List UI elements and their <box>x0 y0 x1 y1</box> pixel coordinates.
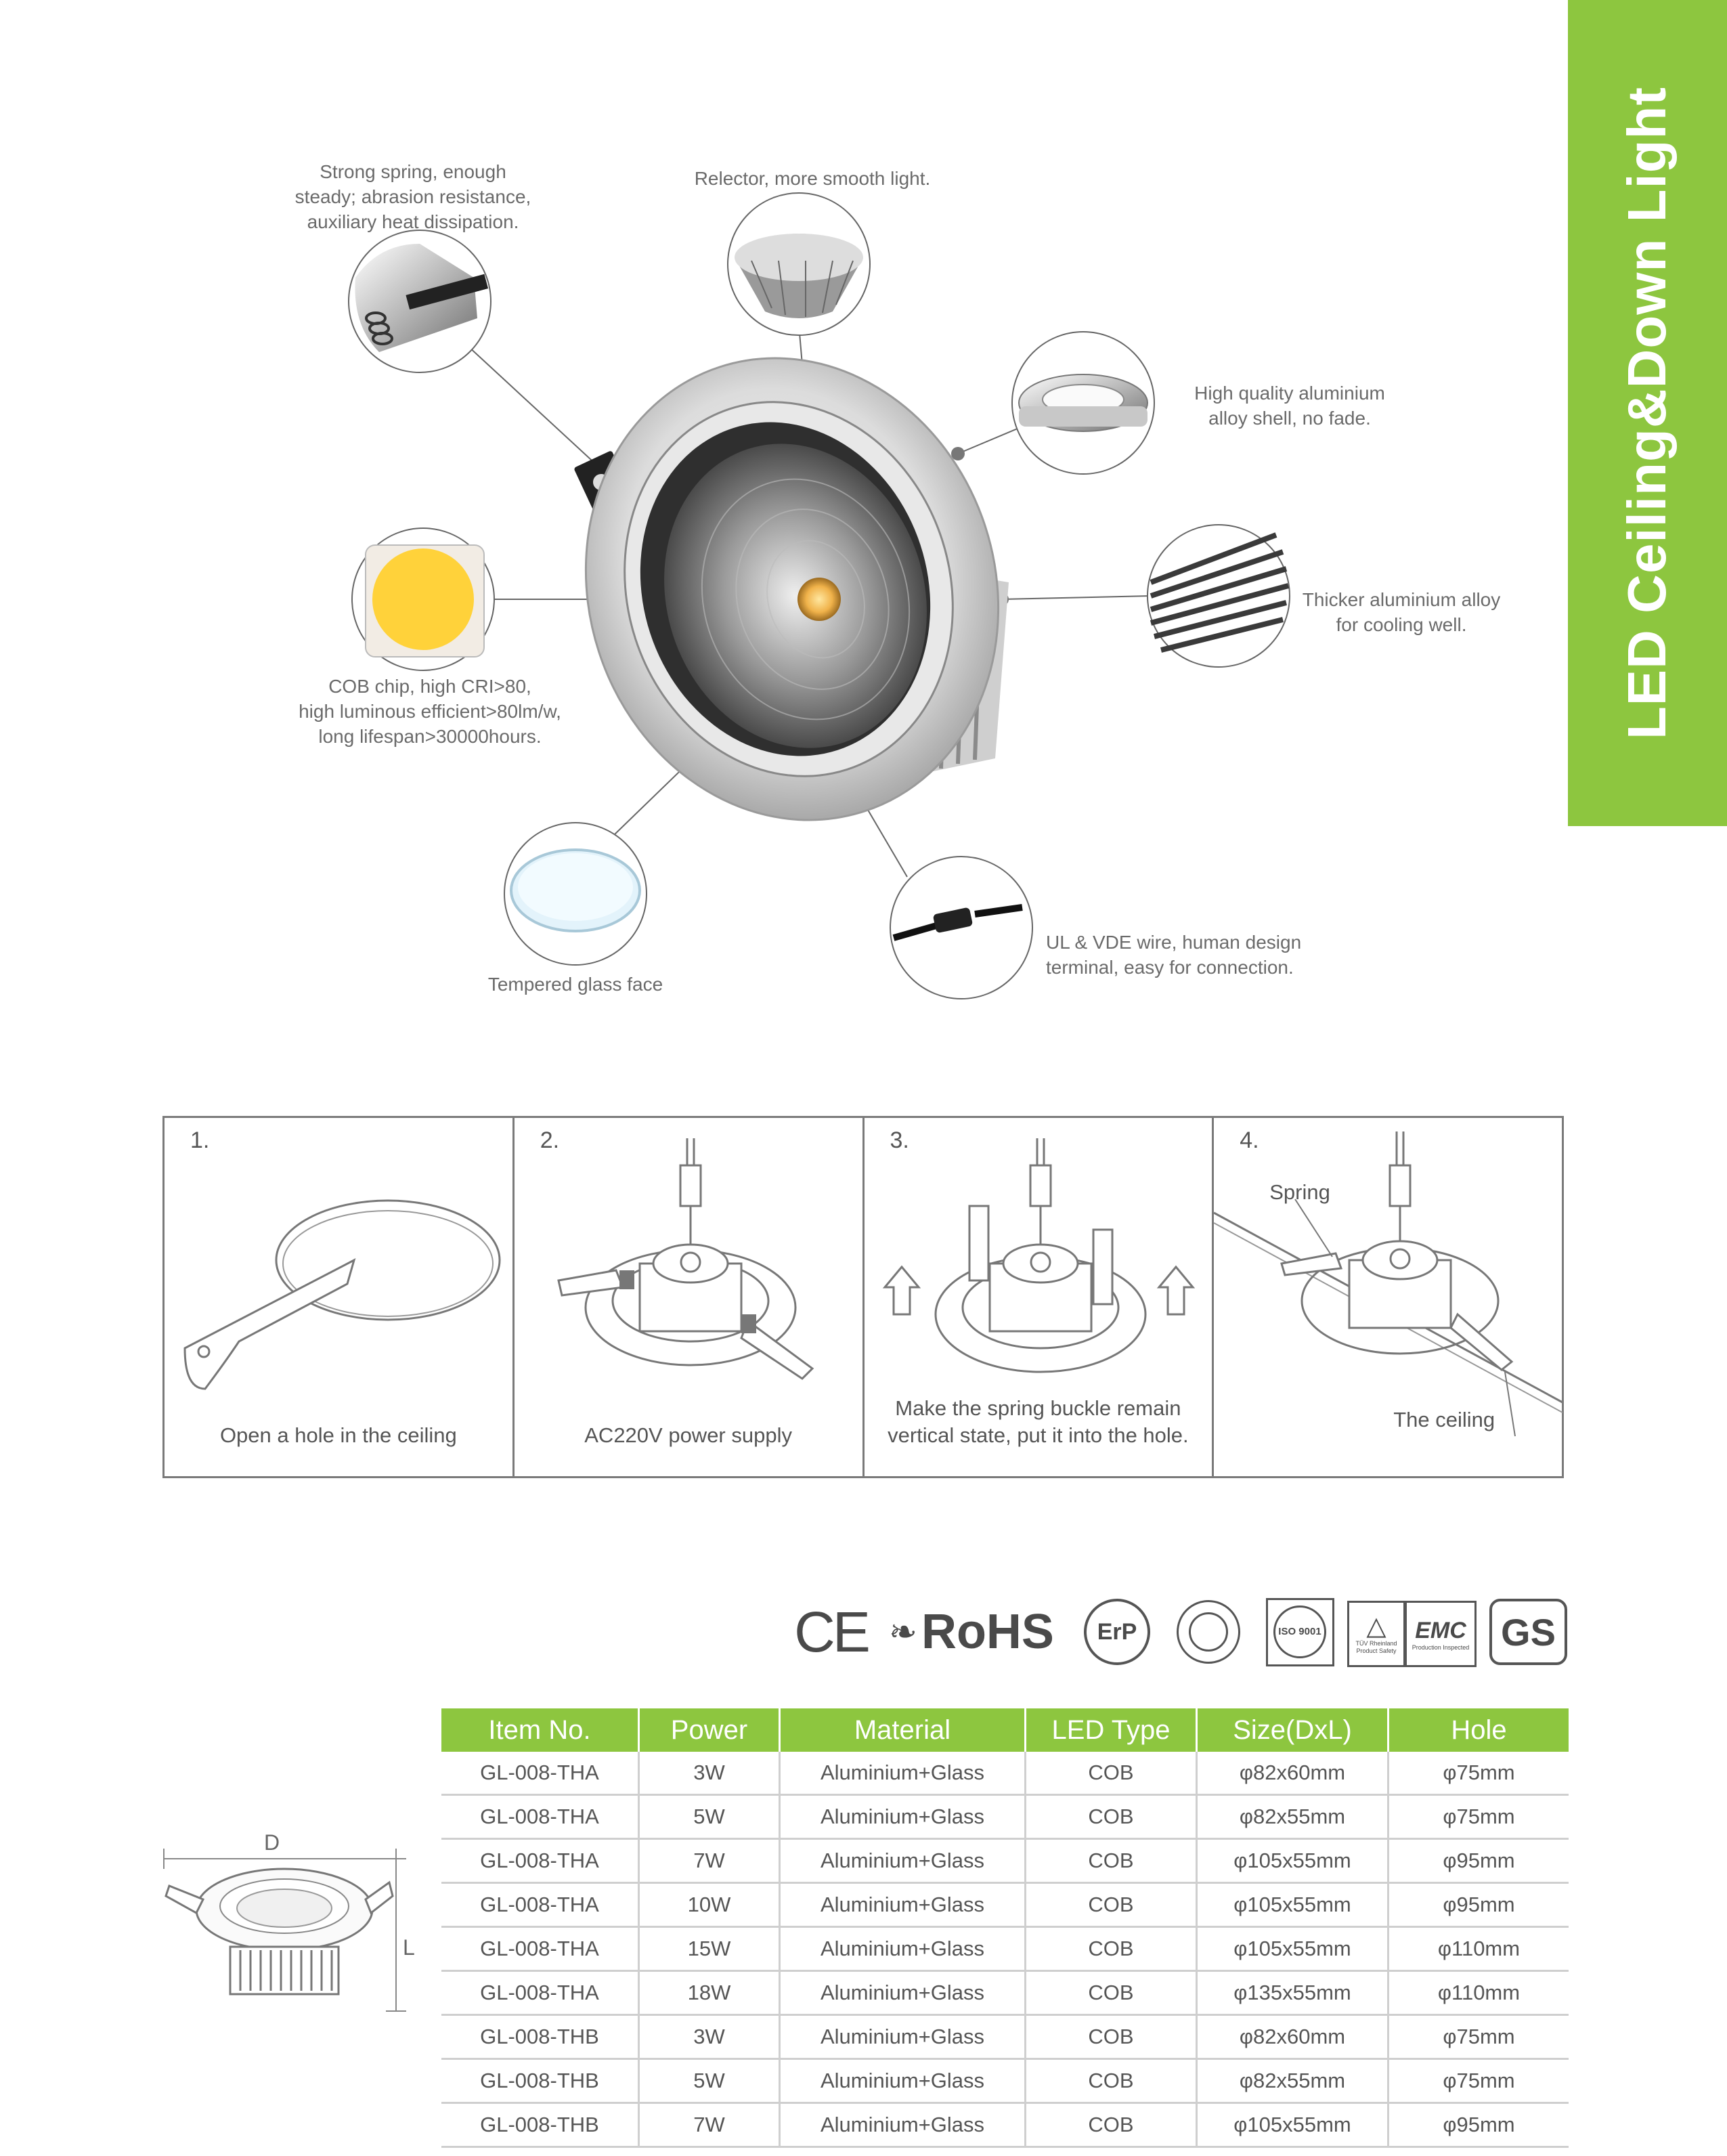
header-size: Size(DxL) <box>1197 1708 1389 1752</box>
step-number: 4. <box>1240 1127 1259 1153</box>
cell-power: 18W <box>639 1971 780 2015</box>
reflector-bubble <box>728 193 870 335</box>
cell-size: φ105x55mm <box>1197 2103 1389 2147</box>
installation-steps <box>162 1116 1564 1478</box>
cell-led-type: COB <box>1026 2015 1197 2059</box>
ce-logo: CE <box>794 1599 868 1664</box>
emc-text: EMC <box>1415 1617 1466 1643</box>
cell-power: 5W <box>639 1795 780 1839</box>
cell-item-no: GL-008-THA <box>441 1752 639 1795</box>
table-row <box>441 1839 1569 1883</box>
cell-power: 3W <box>639 1752 780 1795</box>
cell-size: φ135x55mm <box>1197 1971 1389 2015</box>
cell-led-type: COB <box>1026 1752 1197 1795</box>
cell-item-no: GL-008-THB <box>441 2015 639 2059</box>
cell-led-type: COB <box>1026 1927 1197 1971</box>
table-row <box>441 1883 1569 1927</box>
table-row <box>441 1927 1569 1971</box>
header-power: Power <box>639 1708 780 1752</box>
cell-size: φ105x55mm <box>1197 1883 1389 1927</box>
callout-reflector: Relector, more smooth light. <box>694 168 931 189</box>
cell-hole: φ110mm <box>1389 1927 1569 1971</box>
cell-material: Aluminium+Glass <box>780 2015 1026 2059</box>
header-material: Material <box>780 1708 1026 1752</box>
spec-table <box>441 1708 1569 2148</box>
cell-size: φ82x55mm <box>1197 2059 1389 2103</box>
cell-led-type: COB <box>1026 1795 1197 1839</box>
header-led-type: LED Type <box>1026 1708 1197 1752</box>
spring-bubble <box>349 230 491 372</box>
product-illustration <box>0 0 1557 1036</box>
cob-bubble <box>352 528 494 670</box>
step-number: 2. <box>540 1127 560 1153</box>
step-3 <box>865 1118 1215 1476</box>
rohs-leaf-icon: ❧ <box>889 1613 917 1651</box>
step-1 <box>165 1118 515 1476</box>
tuv-logo <box>1347 1601 1405 1667</box>
callout-heatsink: Thicker aluminium alloy for cooling well. <box>1302 589 1501 635</box>
emc-logo <box>1405 1601 1477 1667</box>
cell-size: φ105x55mm <box>1197 1839 1389 1883</box>
cell-item-no: GL-008-THB <box>441 2059 639 2103</box>
step-2 <box>515 1118 865 1476</box>
step-caption: Make the spring buckle remain vertical state, put it into the hole. <box>888 1396 1189 1447</box>
cell-material: Aluminium+Glass <box>780 1752 1026 1795</box>
cell-power: 15W <box>639 1927 780 1971</box>
side-title-wrap <box>1568 0 1727 826</box>
cell-item-no: GL-008-THA <box>441 1971 639 2015</box>
header-item-no: Item No. <box>441 1708 639 1752</box>
callout-wire: UL & VDE wire, human design terminal, easy for connection. <box>1046 932 1302 978</box>
cell-item-no: GL-008-THA <box>441 1839 639 1883</box>
cell-power: 7W <box>639 1839 780 1883</box>
cell-power: 3W <box>639 2015 780 2059</box>
cell-material: Aluminium+Glass <box>780 2103 1026 2147</box>
table-row <box>441 1971 1569 2015</box>
cell-item-no: GL-008-THA <box>441 1883 639 1927</box>
emc-sub-text: Production Inspected <box>1412 1643 1470 1651</box>
step-number: 3. <box>890 1127 909 1153</box>
cell-item-no: GL-008-THB <box>441 2103 639 2147</box>
shell-bubble <box>1012 332 1154 474</box>
iso-text: ISO 9001 <box>1278 1626 1321 1637</box>
dimension-d-label: D <box>264 1830 280 1855</box>
cell-power: 10W <box>639 1883 780 1927</box>
cell-material: Aluminium+Glass <box>780 1883 1026 1927</box>
cell-led-type: COB <box>1026 1971 1197 2015</box>
callout-spring: Strong spring, enough steady; abrasion resistance, auxiliary heat dissipation. <box>294 161 531 232</box>
cell-material: Aluminium+Glass <box>780 1795 1026 1839</box>
cell-size: φ82x60mm <box>1197 2015 1389 2059</box>
spec-table-header <box>441 1708 1569 1752</box>
gs-text: GS <box>1501 1610 1556 1654</box>
table-row <box>441 1795 1569 1839</box>
cell-hole: φ75mm <box>1389 2015 1569 2059</box>
cell-hole: φ110mm <box>1389 1971 1569 2015</box>
cell-power: 5W <box>639 2059 780 2103</box>
ceiling-drawing <box>1214 1118 1562 1480</box>
cell-material: Aluminium+Glass <box>780 1971 1026 2015</box>
cell-power: 7W <box>639 2103 780 2147</box>
step-number: 1. <box>190 1127 210 1153</box>
cell-hole: φ75mm <box>1389 2059 1569 2103</box>
dimension-drawing <box>156 1821 440 2025</box>
table-row <box>441 2015 1569 2059</box>
erp-logo <box>1080 1595 1154 1669</box>
glass-bubble <box>504 823 647 965</box>
cell-led-type: COB <box>1026 1883 1197 1927</box>
wire-bubble <box>890 857 1032 999</box>
step4-ceiling-label: The ceiling <box>1393 1408 1495 1431</box>
tuv-triangle-icon: △ <box>1366 1612 1386 1641</box>
cell-hole: φ95mm <box>1389 1883 1569 1927</box>
cell-item-no: GL-008-THA <box>441 1927 639 1971</box>
cell-size: φ82x55mm <box>1197 1795 1389 1839</box>
cell-material: Aluminium+Glass <box>780 2059 1026 2103</box>
step-4 <box>1214 1118 1562 1476</box>
tuv-text: TÜV Rheinland Product Safety <box>1355 1640 1397 1654</box>
iso-logo <box>1263 1595 1337 1669</box>
cell-item-no: GL-008-THA <box>441 1795 639 1839</box>
certification-logos <box>795 1595 1571 1669</box>
step-caption: Open a hole in the ceiling <box>219 1423 457 1447</box>
cell-hole: φ95mm <box>1389 2103 1569 2147</box>
table-row <box>441 1752 1569 1795</box>
side-title: LED Ceiling&Down Light <box>1617 86 1678 740</box>
cell-hole: φ75mm <box>1389 1752 1569 1795</box>
rohs-text: RoHS <box>921 1605 1054 1659</box>
table-row <box>441 2059 1569 2103</box>
gs-logo <box>1489 1595 1567 1669</box>
cell-material: Aluminium+Glass <box>780 1839 1026 1883</box>
erp-text: ErP <box>1097 1618 1137 1645</box>
cell-led-type: COB <box>1026 2059 1197 2103</box>
callout-shell: High quality aluminium alloy shell, no fade. <box>1194 383 1385 429</box>
cell-material: Aluminium+Glass <box>780 1927 1026 1971</box>
cell-hole: φ75mm <box>1389 1795 1569 1839</box>
dimension-l-label: L <box>403 1935 415 1960</box>
rohs-logo <box>880 1595 1063 1669</box>
cell-led-type: COB <box>1026 1839 1197 1883</box>
cell-led-type: COB <box>1026 2103 1197 2147</box>
step-caption: AC220V power supply <box>584 1423 792 1447</box>
cell-size: φ105x55mm <box>1197 1927 1389 1971</box>
table-row <box>441 2103 1569 2147</box>
cell-hole: φ95mm <box>1389 1839 1569 1883</box>
header-hole: Hole <box>1389 1708 1569 1752</box>
step4-spring-label: Spring <box>1269 1180 1330 1204</box>
callout-cob: COB chip, high CRI>80, high luminous efficient>80lm/w, long lifespan>30000hours. <box>299 676 561 747</box>
compliance-seal-icon <box>1171 1595 1246 1669</box>
heatsink-bubble <box>1147 525 1290 667</box>
callout-glass: Tempered glass face <box>487 974 663 995</box>
cell-size: φ82x60mm <box>1197 1752 1389 1795</box>
